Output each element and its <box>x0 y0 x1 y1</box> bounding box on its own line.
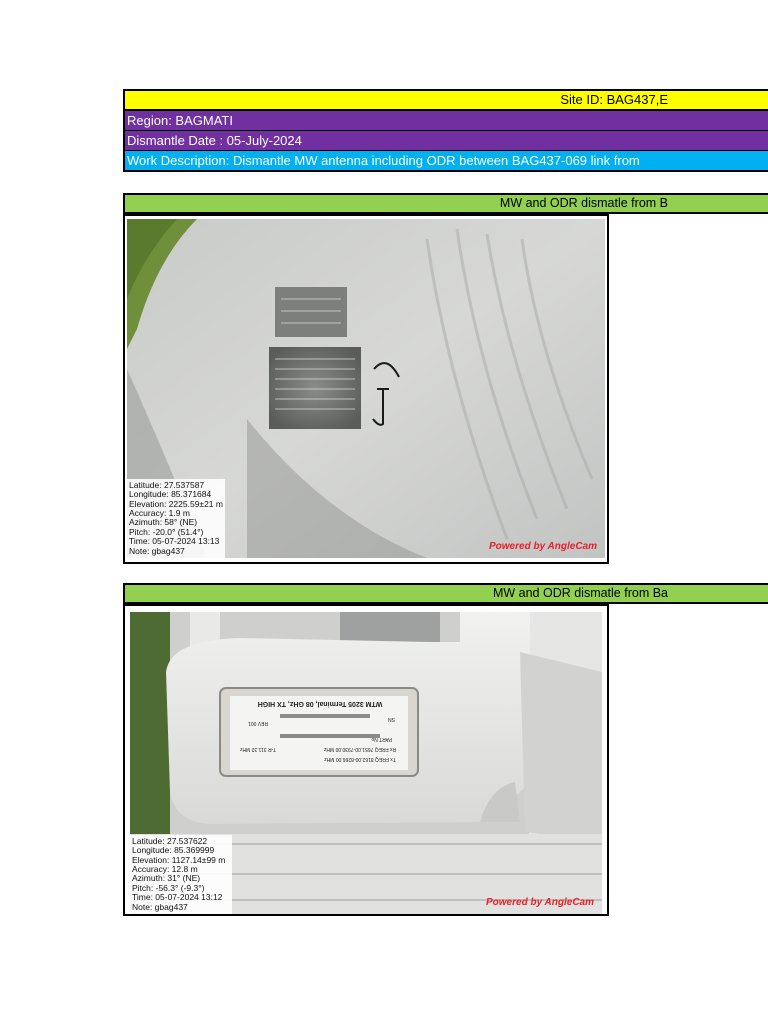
work-description-row <box>123 151 768 172</box>
section-1-photo-frame <box>123 214 609 564</box>
site-id-row <box>123 89 768 111</box>
pitch-text: Pitch: -56.3° (-9.3°) <box>132 882 205 893</box>
label-sn: SN <box>388 716 395 722</box>
odu-photo <box>130 612 602 914</box>
label-tr: T-R 311.32 MHz <box>239 746 277 752</box>
elevation-text: Elevation: 2225.59±21 m <box>129 498 223 509</box>
label-rx: Rx FREQ 7651.00-7930.00 MHz <box>323 746 397 752</box>
longitude-text: Longitude: 85.371684 <box>129 489 212 500</box>
geo-info-box <box>130 835 232 914</box>
section-2-photo-frame <box>123 604 609 916</box>
antenna-back-photo <box>127 219 605 558</box>
time-text: Time: 05-07-2024 13:12 <box>132 892 223 903</box>
work-description-text: Work Description: Dismantle MW antenna including ODR between BAG437-069 link from <box>127 153 640 168</box>
accuracy-text: Accuracy: 1.9 m <box>129 507 190 518</box>
label-rev: REV 001 <box>247 720 269 726</box>
azimuth-text: Azimuth: 31° (NE) <box>132 873 201 884</box>
label-tx: Tx FREQ 8162.00-8266.00 MHz <box>324 756 396 762</box>
latitude-text: Latitude: 27.537587 <box>129 479 205 490</box>
watermark: Powered by AngleCam <box>489 541 597 552</box>
dismantle-date-text: Dismantle Date : 05-July-2024 <box>127 133 302 148</box>
section-2-title-bar <box>123 583 768 604</box>
section-2-title: MW and ODR dismatle from Ba <box>492 586 668 600</box>
geo-info-box <box>127 479 225 558</box>
watermark: Powered by AngleCam <box>486 897 594 908</box>
accuracy-text: Accuracy: 12.8 m <box>132 863 198 874</box>
note-text: Note: gbag437 <box>129 545 185 556</box>
note-text: Note: gbag437 <box>132 901 188 912</box>
region-text: Region: BAGMATI <box>127 113 233 128</box>
label-title: WTM 3205 Terminal, 08 GHz, TX HIGH <box>257 700 383 707</box>
longitude-text: Longitude: 85.369999 <box>132 845 215 856</box>
azimuth-text: Azimuth: 58° (NE) <box>129 517 198 528</box>
dismantle-date-row <box>123 131 768 151</box>
pitch-text: Pitch: -20.0° (51.4°) <box>129 526 204 537</box>
elevation-text: Elevation: 1127.14±99 m <box>132 854 226 865</box>
time-text: Time: 05-07-2024 13:13 <box>129 536 220 547</box>
site-id-text: Site ID: BAG437,E <box>560 92 668 107</box>
label-part: PART No <box>371 736 392 742</box>
section-1-title: MW and ODR dismatle from B <box>499 196 668 210</box>
region-row <box>123 111 768 131</box>
section-1-title-bar <box>123 193 768 214</box>
latitude-text: Latitude: 27.537622 <box>132 835 208 846</box>
